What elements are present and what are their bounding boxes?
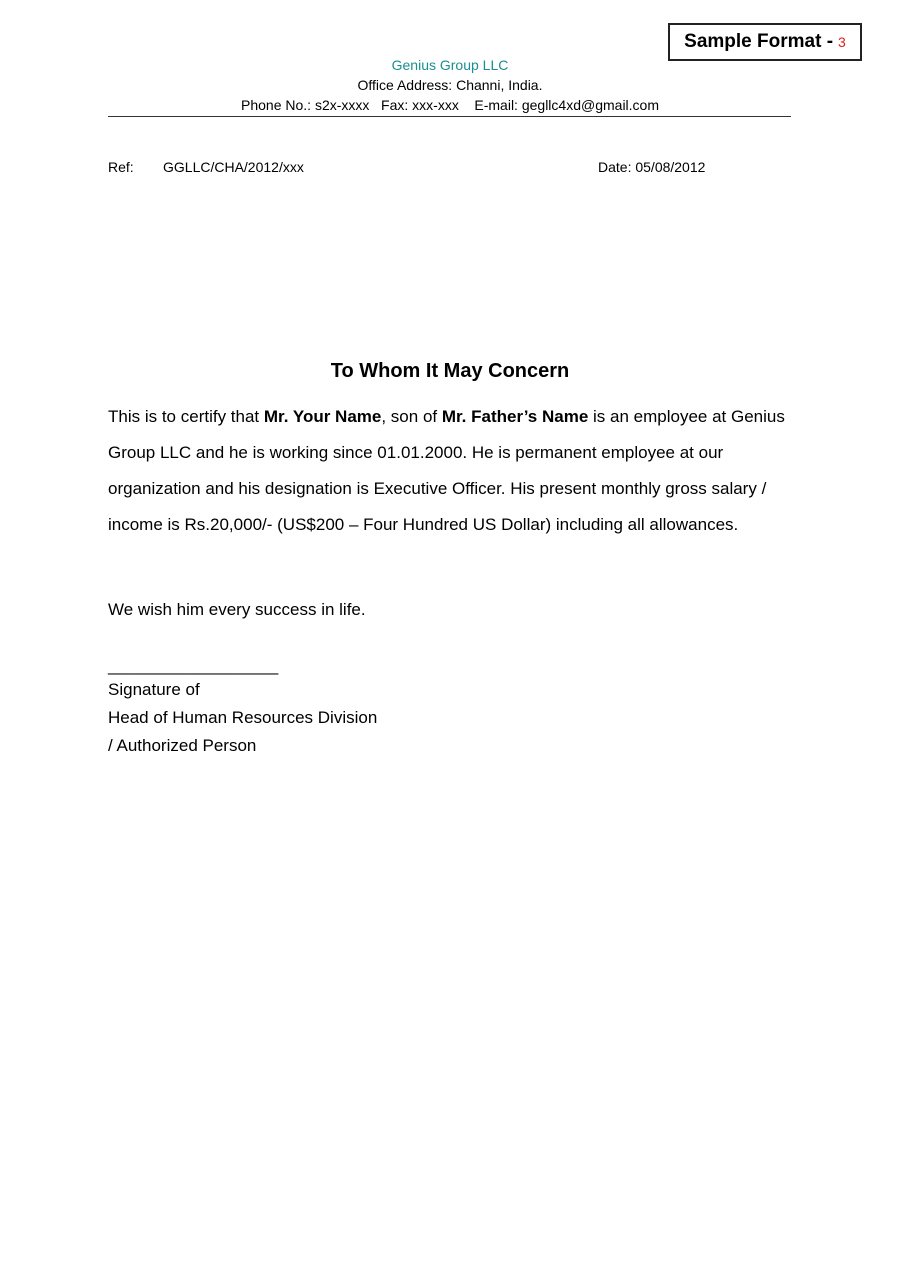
header-divider [108, 116, 791, 117]
sample-format-label: Sample Format - [684, 31, 834, 52]
letter-date: Date: 05/08/2012 [598, 159, 706, 175]
body-text-3: is an employee at Genius Group LLC and he is working since 01.01.2000. He is permanent employee at our organization and his designation is Executive Officer. His present monthly gross salary / income is Rs.20,000/- (US$200 – Four Hundred US Dollar) including all allowances. [108, 407, 785, 534]
father-name: Mr. Father’s Name [441, 407, 589, 426]
ref-label: Ref: [108, 159, 134, 175]
body-text-1: This is to certify that [108, 407, 264, 426]
contact-line: Phone No.: s2x-xxxx Fax: xxx-xxx E-mail: gegllc4xd@gmail.com [241, 97, 659, 113]
signature-line-3: / Authorized Person [108, 736, 257, 755]
body-text-2: , son of [381, 407, 442, 426]
letter-body [108, 399, 798, 543]
employee-name: Mr. Your Name [263, 407, 382, 426]
signature-line-2: Head of Human Resources Division [108, 708, 378, 727]
ref-value: GGLLC/CHA/2012/xxx [163, 159, 304, 175]
sample-format-box [668, 23, 862, 61]
office-address: Office Address: Channi, India. [357, 77, 543, 93]
closing-wish: We wish him every success in life. [108, 600, 366, 619]
signature-line: __________________ [108, 656, 279, 675]
signature-block [108, 676, 377, 760]
signature-line-1: Signature of [108, 680, 200, 699]
company-name: Genius Group LLC [391, 57, 509, 73]
sample-format-number: 3 [838, 34, 846, 50]
letter-heading: To Whom It May Concern [330, 360, 570, 382]
reference [108, 159, 304, 175]
